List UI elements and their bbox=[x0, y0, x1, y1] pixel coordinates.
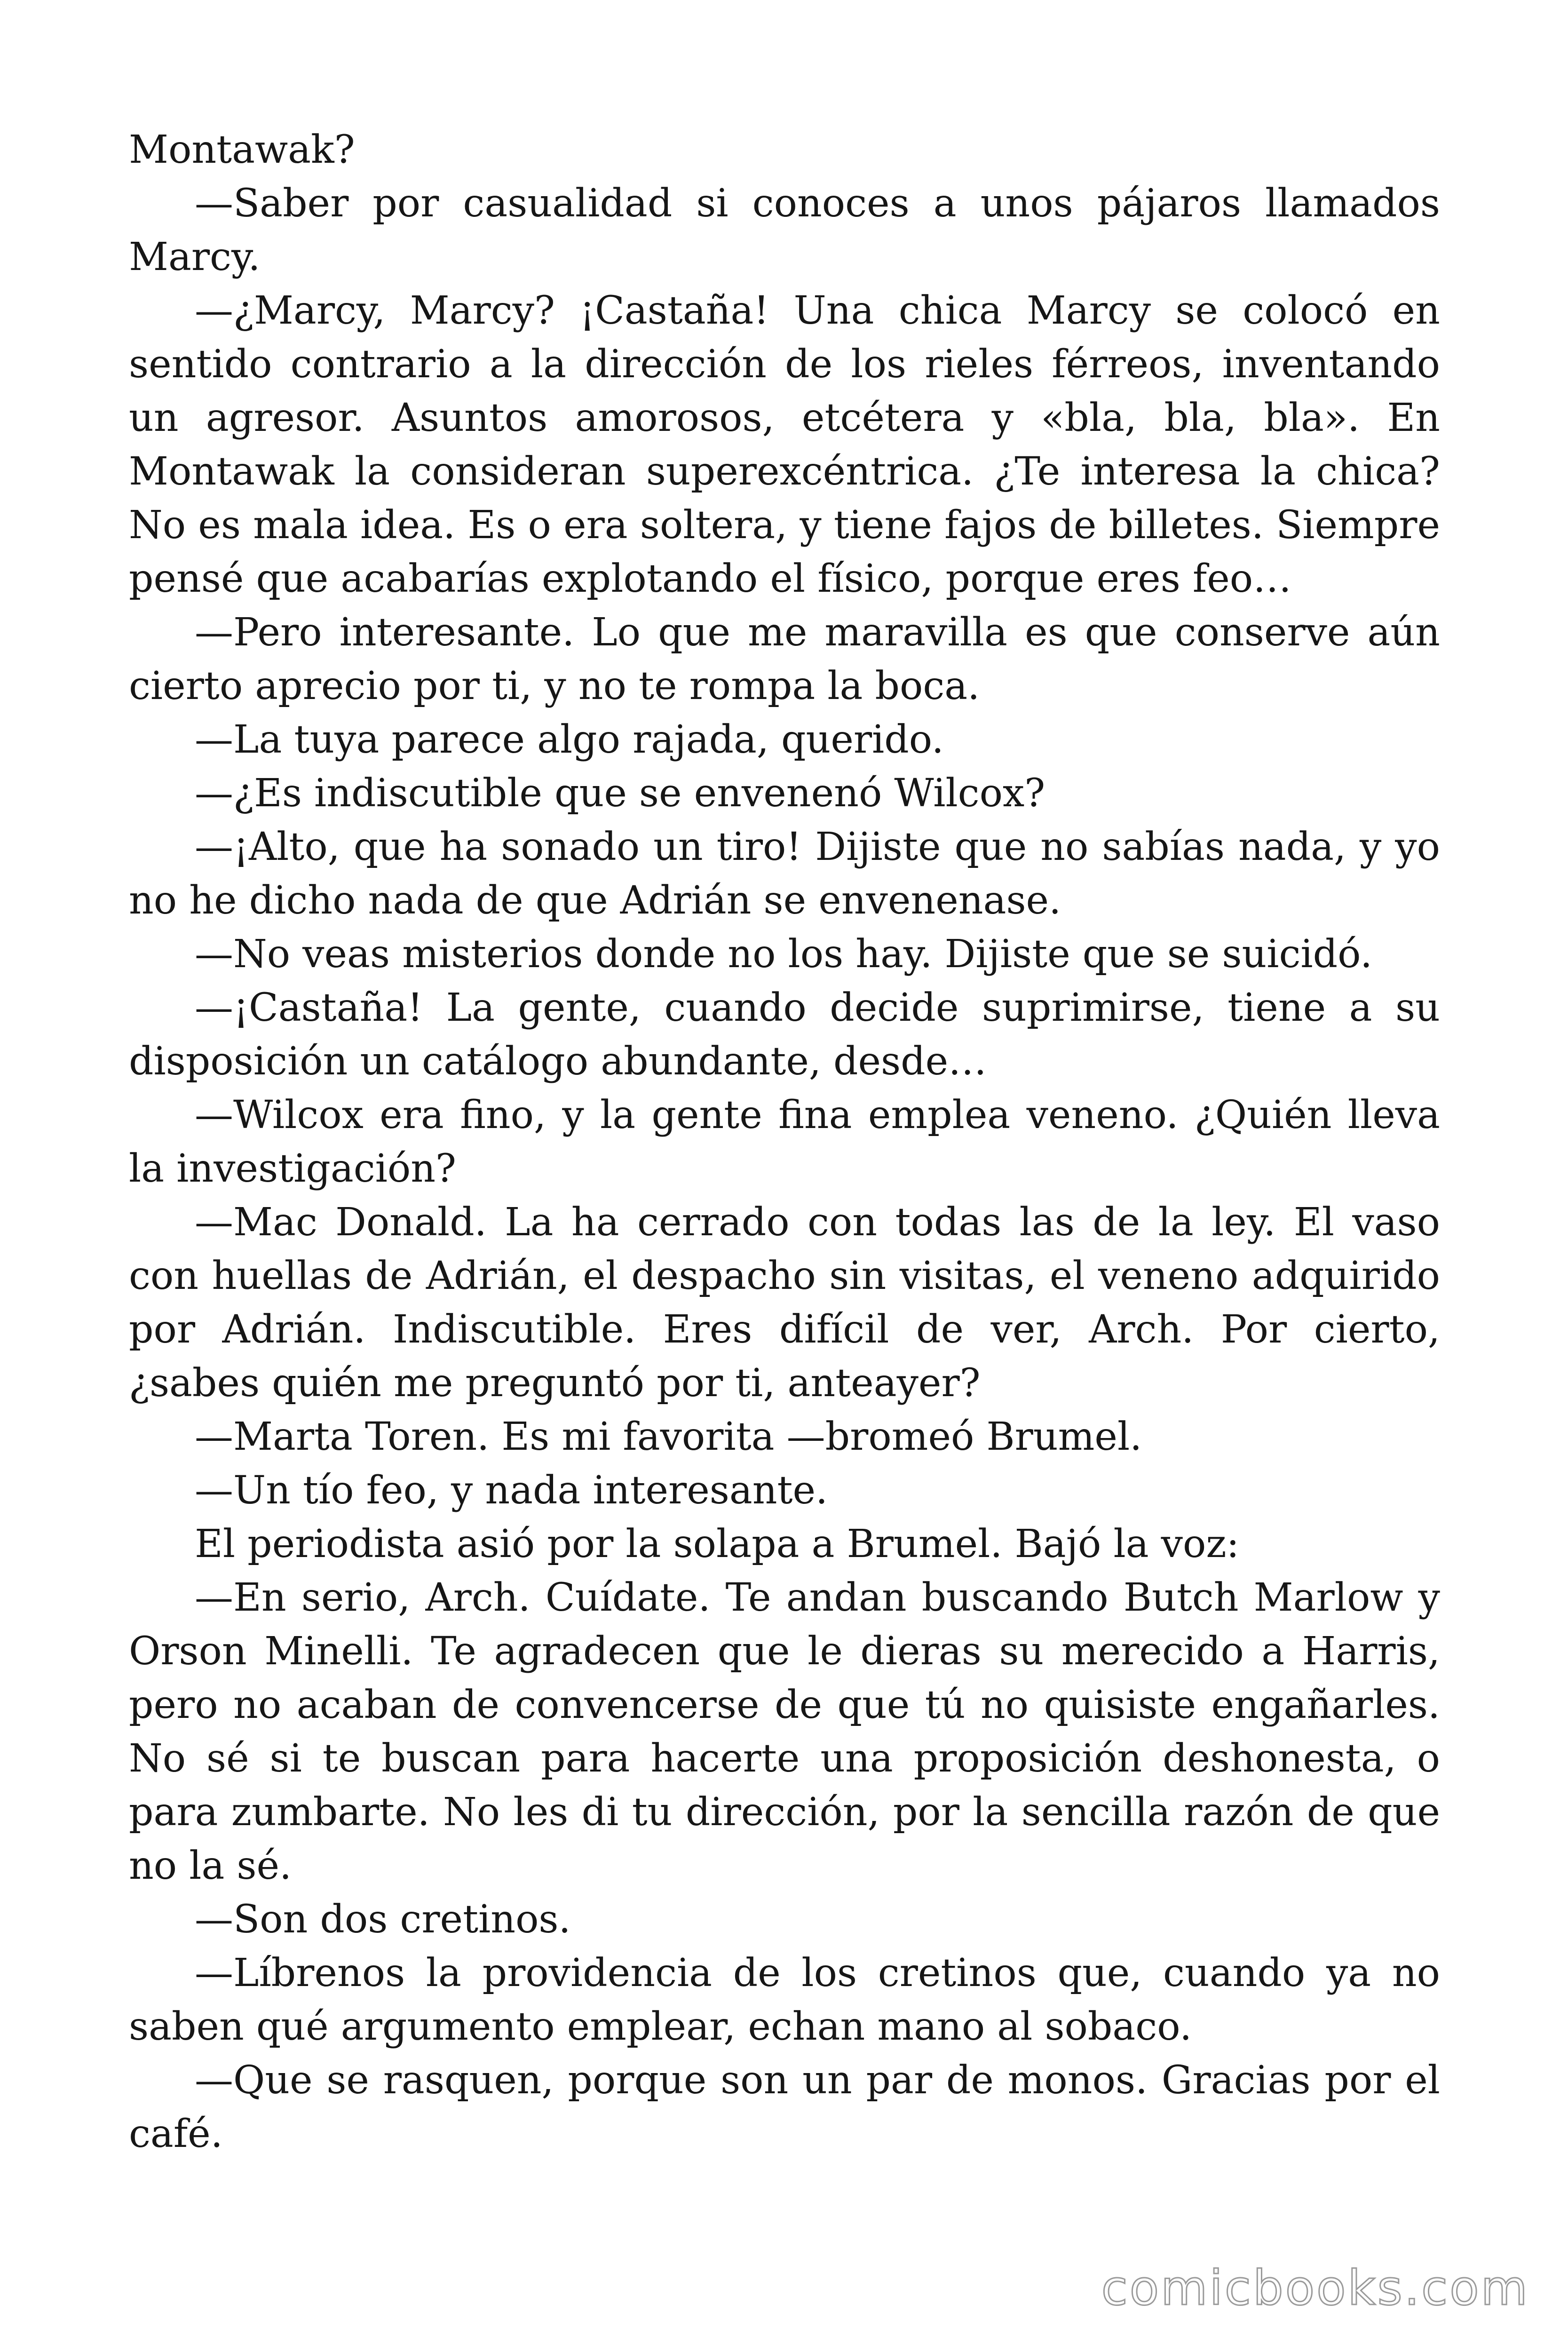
paragraph: —Marta Toren. Es mi favorita —bromeó Brumel. bbox=[195, 1414, 1142, 1459]
paragraph: —¡Alto, que ha sonado un tiro! Dijiste que no sabías nada, y yo no he dicho nada de que Adrián se envenenase. bbox=[129, 825, 1440, 923]
paragraph: —Son dos cretinos. bbox=[195, 1897, 571, 1942]
paragraph: —Wilcox era fino, y la gente fina emplea veneno. ¿Quién lleva la investigación? bbox=[129, 1093, 1440, 1191]
paragraph: Montawak? bbox=[129, 127, 355, 172]
paragraph: El periodista asió por la solapa a Brumel. Bajó la voz: bbox=[195, 1522, 1240, 1566]
paragraph: —¡Castaña! La gente, cuando decide suprimirse, tiene a su disposición un catálogo abundante, desde… bbox=[129, 985, 1440, 1084]
paragraph: —Saber por casualidad si conoces a unos pájaros llamados Marcy. bbox=[129, 181, 1440, 279]
paragraph: —Un tío feo, y nada interesante. bbox=[195, 1468, 828, 1513]
body-text bbox=[129, 123, 1440, 2161]
paragraph: —¿Es indiscutible que se envenenó Wilcox? bbox=[195, 771, 1045, 816]
paragraph: —No veas misterios donde no los hay. Dijiste que se suicidó. bbox=[195, 932, 1373, 977]
paragraph: —¿Marcy, Marcy? ¡Castaña! Una chica Marcy se colocó en sentido contrario a la dirección de los rieles férreos, inventando un agresor. Asuntos amorosos, etcétera y «bla, bla, bla». En Montawak la consideran superexcéntrica. ¿Te interesa la chica? No es mala idea. Es o era soltera, y tiene fajos de billetes. Siempre pensé que acabarías explotando el físico, porque eres feo… bbox=[129, 288, 1440, 601]
paragraph: —Que se rasquen, porque son un par de monos. Gracias por el café. bbox=[129, 2058, 1440, 2156]
paragraph: —En serio, Arch. Cuídate. Te andan buscando Butch Marlow y Orson Minelli. Te agradecen que le dieras su merecido a Harris, pero no acaban de convencerse de que tú no quisiste engañarles. No sé si te buscan para hacerte una proposición deshonesta, o para zumbarte. No les di tu dirección, por la sencilla razón de que no la sé. bbox=[129, 1575, 1440, 1888]
paragraph: —Mac Donald. La ha cerrado con todas las de la ley. El vaso con huellas de Adrián, el despacho sin visitas, el veneno adquirido por Adrián. Indiscutible. Eres difícil de ver, Arch. Por cierto, ¿sabes quién me preguntó por ti, anteayer? bbox=[129, 1200, 1440, 1406]
watermark: comicbooks.com bbox=[1101, 2260, 1529, 2316]
paragraph: —Pero interesante. Lo que me maravilla es que conserve aún cierto aprecio por ti, y no te rompa la boca. bbox=[129, 610, 1440, 708]
paragraph: —La tuya parece algo rajada, querido. bbox=[195, 717, 944, 762]
paragraph: —Líbrenos la providencia de los cretinos que, cuando ya no saben qué argumento emplear, echan mano al sobaco. bbox=[129, 1951, 1440, 2049]
